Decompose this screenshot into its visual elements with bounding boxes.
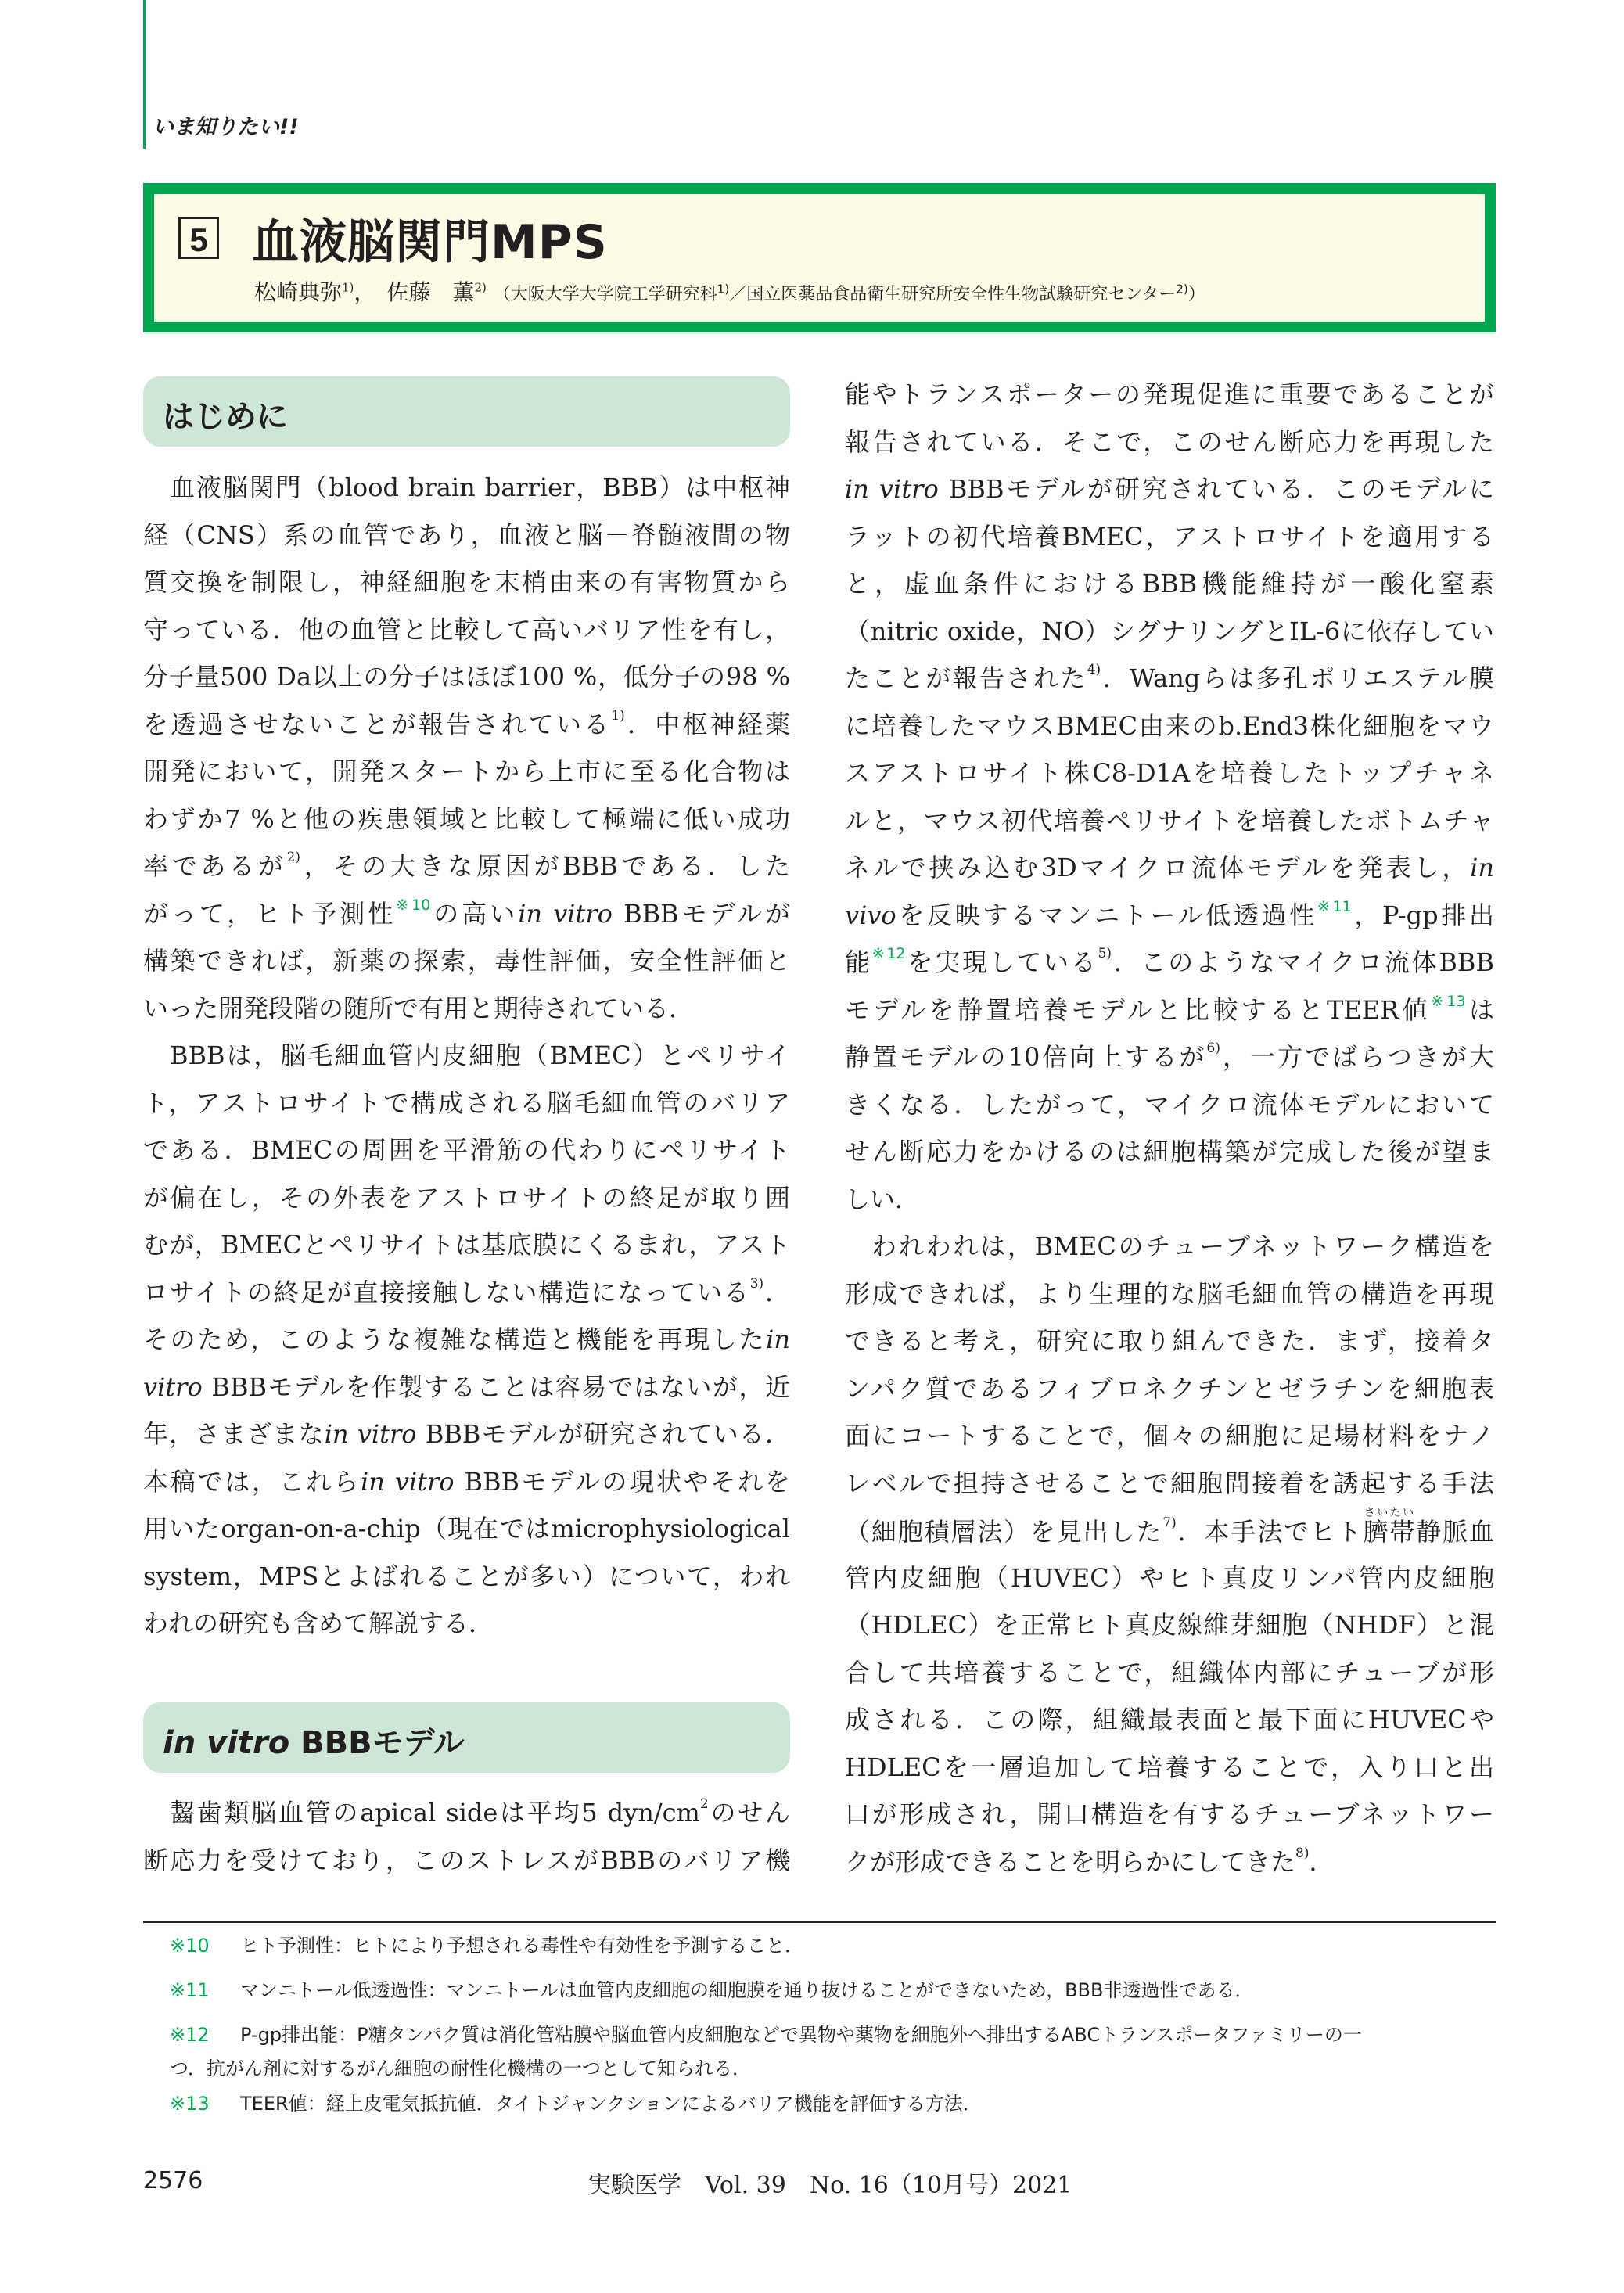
text-run: を実現している (905, 947, 1098, 977)
text-run: スアストロサイト株C8-D1Aを培養したトップチャネ (845, 758, 1494, 788)
text-run: 報告されている．そこで，このせん断応力を再現した (845, 426, 1494, 457)
text-run: 構築できれば，新薬の探索，毒性評価，安全性評価と (143, 946, 790, 976)
text-run: のせん (708, 1798, 790, 1828)
text-run: 率であるが (143, 851, 287, 881)
text-line (845, 419, 1494, 465)
text-run: ．中枢神経薬 (624, 709, 790, 739)
text-run: system，MPSとよばれることが多い）について，われ (143, 1561, 790, 1591)
citation-ref: 2) (286, 850, 301, 865)
footnote-mark: ※12 (170, 2024, 210, 2046)
text-line (845, 1791, 1494, 1838)
text-run: 静脈血 (1416, 1517, 1494, 1547)
footnote-ref-link[interactable]: ※12 (871, 945, 906, 962)
text-run: ネルで挟み込む3Dマイクロ流体モデルを発表し， (845, 853, 1471, 882)
text-run: 本稿では，これら (143, 1466, 361, 1497)
text-run: 齧歯類脳血管のapical sideは平均5 dyn/cm (170, 1798, 700, 1828)
text-run: わずか7 %と他の疾患領域と比較して極端に低い成功 (143, 803, 790, 834)
series-accent-rule (143, 0, 146, 149)
text-run: ．Wangらは多孔ポリエステル膜 (1101, 663, 1494, 693)
text-line (845, 513, 1494, 560)
text-line (845, 1412, 1494, 1459)
affiliation-1: （大阪大学大学院工学研究科 (493, 285, 717, 304)
text-run: 分子量500 Da以上の分子はほぼ100 %，低分子の98 % (143, 662, 790, 692)
text-line (845, 1081, 1494, 1128)
italic-term: in (1470, 853, 1494, 882)
author-name: 佐藤 薫 (386, 279, 475, 305)
text-run: （HDLEC）を正常ヒト真皮線維芽細胞（NHDF）と混 (845, 1610, 1494, 1640)
citation-ref: 3) (749, 1275, 764, 1292)
ruby-base: 臍帯 (1363, 1517, 1417, 1547)
footnote-mark: ※11 (170, 1979, 210, 2001)
footnote-ref-link[interactable]: ※13 (1431, 992, 1466, 1010)
text-run: HDLECを一層追加して培養することで，入り口と出 (845, 1752, 1494, 1782)
footnote-text: マンニトール低透過性：マンニトールは血管内皮細胞の細胞膜を通り抜けることができないため，BBB非透過性である． (240, 1979, 1254, 2001)
text-line (143, 1458, 790, 1505)
text-line (845, 1176, 1494, 1223)
text-line (143, 1789, 790, 1836)
text-run: ．本手法でヒト (1176, 1517, 1364, 1547)
footnote (170, 2019, 1362, 2080)
text-line (143, 1127, 790, 1173)
text-run: 経（CNS）系の血管であり，血液と脳－脊髄液間の物 (143, 519, 790, 550)
citation-ref: 6) (1206, 1040, 1220, 1056)
page-title: 血液脳関門MPS (252, 215, 608, 270)
text-run: モデルを静置培養モデルと比較するとTEER値 (845, 994, 1432, 1025)
text-line (845, 1317, 1494, 1364)
text-run: 断応力を受けており，このストレスがBBBのバリア機 (143, 1845, 790, 1875)
footnote-text: つ．抗がん剤に対するがん細胞の耐性化機構の一つとして知られる． (170, 2058, 752, 2079)
text-run: われの研究も含めて解説する． (143, 1608, 494, 1638)
text-line (845, 1460, 1494, 1507)
text-run: BBBは，脳毛細血管内皮細胞（BMEC）とペリサイ (170, 1040, 790, 1070)
author-name: 松崎典弥 (254, 279, 343, 305)
text-line (143, 843, 790, 890)
text-run: BBBモデルが研究されている． (416, 1419, 791, 1449)
text-line (143, 937, 790, 984)
text-run: BBBモデルが研究されている．このモデルに (938, 474, 1495, 504)
text-line (143, 653, 790, 700)
footnote-divider (143, 1921, 1496, 1923)
text-run: ． (1309, 1846, 1335, 1877)
text-line (143, 890, 790, 937)
author-line: 松崎典弥$^{1)}$， 佐藤 薫$^{2)}$ （大阪大学大学院工学研究科$^{1)}$／国立医薬品食品衛生研究所安全性生物試験研究センター$^{2)}$） (254, 279, 1205, 305)
text-run: がって，ヒト予測性 (143, 898, 397, 929)
text-run: に培養したマウスBMEC由来のb.End3株化細胞をマウ (845, 710, 1494, 741)
text-line (845, 1744, 1494, 1791)
text-run: 能やトランスポーターの発現促進に重要であることが (845, 379, 1494, 409)
affiliation-close: ） (1187, 285, 1205, 304)
author-affiliation-ref: 1) (342, 280, 354, 295)
text-run: 用いたorgan-on-a-chip（現在ではmicrophysiological (143, 1514, 790, 1544)
text-line (143, 1837, 790, 1884)
italic-term: in vitro (324, 1419, 417, 1449)
text-run: そのため，このような複雑な構造と機能を再現した (143, 1324, 767, 1354)
text-run: ． (763, 1277, 790, 1307)
text-line (143, 559, 790, 606)
italic-term: in vitro (845, 474, 939, 504)
text-run: クが形成できることを明らかにしてきた (845, 1846, 1296, 1877)
text-line (143, 1269, 790, 1316)
text-line (845, 1696, 1494, 1743)
text-run: 管内皮細胞（HUVEC）やヒト真皮リンパ管内皮細胞 (845, 1562, 1494, 1593)
text-line (143, 512, 790, 559)
text-run: を透過させないことが報告されている (143, 709, 612, 739)
text-run: 口が形成され，開口構造を有するチューブネットワー (845, 1799, 1494, 1829)
text-run: と，虚血条件におけるBBB機能維持が一酸化窒素 (845, 569, 1494, 598)
text-run: は (1465, 994, 1494, 1025)
text-run: 静置モデルの10倍向上するが (845, 1042, 1207, 1072)
text-line (143, 1600, 790, 1647)
text-run: ，その大きな原因がBBBである．した (300, 851, 790, 881)
text-line (845, 1365, 1494, 1412)
text-run: われわれは，BMECのチューブネットワーク構造を (871, 1231, 1494, 1261)
journal-citation: 実験医学 Vol. 39 No. 16（10月号）2021 (587, 2172, 1072, 2199)
text-line (845, 703, 1494, 749)
citation-ref: 5) (1098, 946, 1112, 961)
citation-ref: 1) (611, 707, 625, 724)
section-heading-text (163, 1718, 465, 1763)
text-run: （nitric oxide，NO）シグナリングとIL-6に依存してい (845, 616, 1494, 646)
text-line (845, 1838, 1494, 1885)
text-run: 合して共培養することで，組織体内部にチューブが形 (845, 1657, 1494, 1687)
section-heading-intro (143, 376, 790, 447)
text-line (143, 464, 790, 511)
citation-ref: 2 (699, 1796, 709, 1812)
text-run: ルと，マウス初代培養ペリサイトを培養したボトムチャ (845, 805, 1494, 836)
text-line (143, 1221, 790, 1268)
text-line (845, 560, 1494, 607)
affiliation-2: ／国立医薬品食品衛生研究所安全性生物試験研究センター (729, 285, 1177, 304)
text-line (143, 1316, 790, 1363)
text-line (143, 701, 790, 748)
text-run: （細胞積層法）を見出した (845, 1517, 1163, 1547)
text-run: ，P-gp排出 (1351, 900, 1494, 930)
text-line (845, 1507, 1494, 1554)
section-heading-in-vitro-bbb-model (143, 1702, 790, 1773)
text-line (845, 1223, 1494, 1270)
text-run: いった開発段階の随所で有用と期待されている． (143, 993, 695, 1023)
text-run: はじめに (163, 399, 288, 435)
text-run: きくなる．したがって，マイクロ流体モデルにおいて (845, 1089, 1494, 1120)
text-run: BBBモデルが (612, 898, 790, 929)
text-line (143, 1174, 790, 1221)
article-number: 5 (178, 217, 219, 259)
text-line (845, 939, 1494, 986)
text-run: せん断応力をかけるのは細胞構築が完成した後が望ま (845, 1137, 1494, 1166)
series-label: いま知りたい!! (153, 115, 299, 139)
text-line (845, 892, 1494, 939)
affiliations (493, 282, 1205, 304)
text-run: ，一方でばらつきが大 (1220, 1042, 1494, 1072)
text-line (845, 608, 1494, 655)
footnote-ref-link[interactable]: ※10 (396, 896, 431, 914)
italic-term: in vitro (361, 1466, 455, 1497)
text-run: ンパク質であるフィブロネクチンとゼラチンを細胞表 (845, 1373, 1494, 1403)
text-run: 開発において，開発スタートから上市に至る化合物は (143, 757, 790, 786)
text-run: できると考え，研究に取り組んできた．まず，接着タ (845, 1326, 1494, 1356)
text-run: ロサイトの終足が直接接触しない構造になっている (143, 1277, 750, 1307)
citation-ref: 8) (1295, 1845, 1310, 1861)
section-heading-text (163, 392, 288, 437)
footnote-text: ヒト予測性：ヒトにより予想される毒性や有効性を予測すること． (240, 1935, 803, 1957)
text-line (845, 797, 1494, 844)
italic-term: in vitro (518, 898, 613, 929)
text-run: 形成できれば，より生理的な脳毛細血管の構造を再現 (845, 1278, 1494, 1309)
text-run: 成される．この際，組織最表面と最下面にHUVECや (845, 1705, 1494, 1734)
author-affiliation-ref: 2) (474, 280, 487, 295)
footnote (170, 1975, 1253, 2002)
ruby-term (1363, 1507, 1417, 1547)
text-line (143, 796, 790, 843)
text-run: レベルで担持させることで細胞間接着を誘起する手法 (845, 1468, 1494, 1498)
text-line (845, 1649, 1494, 1696)
italic-term: vivo (845, 900, 896, 930)
page-number: 2576 (143, 2167, 203, 2194)
text-line (845, 844, 1494, 891)
text-run: BBBモデルを作製することは容易ではないが，近 (202, 1371, 790, 1402)
footnote (170, 2088, 982, 2115)
text-line (143, 1080, 790, 1127)
text-line (143, 985, 790, 1032)
text-run: ト，アストロサイトで構成される脳毛細血管のバリア (143, 1087, 790, 1118)
text-line (845, 371, 1494, 418)
text-line (143, 1505, 790, 1552)
ruby-reading: さいたい (1363, 1507, 1415, 1519)
italic-term: in (766, 1324, 790, 1354)
text-run: たことが報告された (845, 663, 1087, 693)
text-run: BBBモデルの現状やそれを (454, 1466, 790, 1497)
text-line (845, 1554, 1494, 1601)
text-line (143, 748, 790, 795)
text-line (845, 749, 1494, 796)
text-run: を反映するマンニトール低透過性 (896, 900, 1317, 930)
citation-ref: 7) (1162, 1515, 1177, 1531)
text-run: である．BMECの周囲を平滑筋の代わりにペリサイト (143, 1135, 790, 1165)
text-line (845, 1128, 1494, 1175)
text-run: しい． (845, 1184, 921, 1214)
text-line (845, 1601, 1494, 1648)
text-line (143, 1032, 790, 1079)
text-line (845, 1033, 1494, 1080)
text-line (143, 606, 790, 653)
text-line (143, 1411, 790, 1457)
text-run: が偏在し，その外表をアストロサイトの終足が取り囲 (143, 1182, 790, 1213)
text-run: むが，BMECとペリサイトは基底膜にくるまれ，アスト (143, 1230, 790, 1260)
text-run: ．このようなマイクロ流体BBB (1112, 947, 1494, 977)
text-line (143, 1364, 790, 1411)
footnote-text: TEER値：経上皮電気抵抗値．タイトジャンクションによるバリア機能を評価する方法． (240, 2093, 982, 2115)
footnote-mark: ※10 (170, 1935, 210, 1957)
affiliation-ref: 1) (717, 282, 730, 297)
footnote-text: P-gp排出能：P糖タンパク質は消化管粘膜や脳血管内皮細胞などで異物や薬物を細胞外へ排出するABCトランスポータファミリーの一 (240, 2024, 1362, 2046)
text-line (845, 465, 1494, 512)
text-line (845, 655, 1494, 702)
italic-term: in vitro (163, 1725, 290, 1761)
text-run: の高い (430, 898, 519, 929)
text-run: ラットの初代培養BMEC，アストロサイトを適用する (845, 521, 1494, 552)
text-run: 守っている．他の血管と比較して高いバリア性を有し， (143, 614, 790, 645)
text-run: 年，さまざまな (143, 1419, 325, 1449)
text-line (845, 1270, 1494, 1317)
affiliation-ref: 2) (1176, 282, 1188, 297)
footnote-mark: ※13 (170, 2093, 210, 2115)
text-line (845, 987, 1494, 1033)
footnote-ref-link[interactable]: ※11 (1317, 897, 1352, 915)
text-line (143, 1553, 790, 1600)
text-run: 質交換を制限し，神経細胞を末梢由来の有害物質から (143, 567, 790, 597)
text-run: 血液脳関門（blood brain barrier，BBB）は中枢神 (170, 473, 790, 502)
text-run: 能 (845, 947, 872, 977)
italic-term: vitro (143, 1371, 203, 1402)
citation-ref: 4) (1087, 662, 1101, 677)
text-run: 面にコートすることで，個々の細胞に足場材料をナノ (845, 1421, 1494, 1450)
text-run: BBBモデル (289, 1725, 465, 1761)
footnote (170, 1930, 803, 1957)
